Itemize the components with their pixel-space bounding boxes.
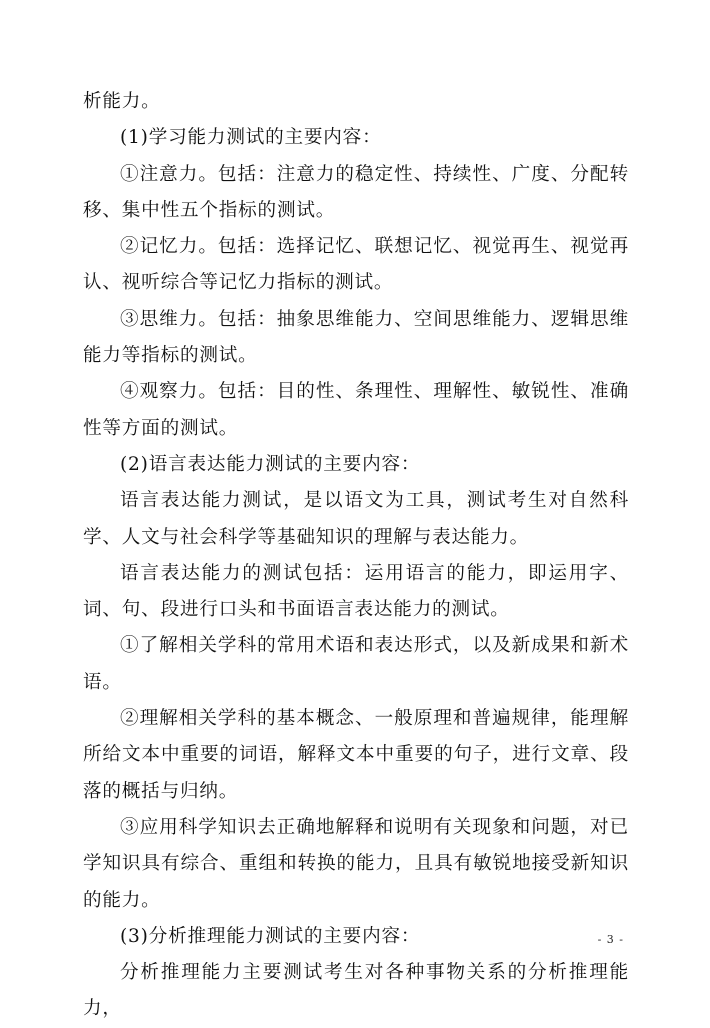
paragraph: ①了解相关学科的常用术语和表达形式，以及新成果和新术语。 [83, 635, 629, 693]
page-body [83, 84, 629, 1028]
paragraph: 分析推理能力主要测试考生对各种事物关系的分析推理能力， [83, 962, 629, 1020]
paragraph: ②理解相关学科的基本概念、一般原理和普遍规律，能理解所给文本中重要的词语，解释文本中重要的句子，进行文章、段落的概括与归纳。 [83, 708, 629, 802]
paragraph: 语言表达能力的测试包括：运用语言的能力，即运用字、词、句、段进行口头和书面语言表达能力的测试。 [83, 562, 629, 621]
section-heading: (2)语言表达能力测试的主要内容： [120, 453, 421, 475]
section-heading: (3)分析推理能力测试的主要内容： [120, 925, 421, 947]
paragraph: ①注意力。包括：注意力的稳定性、持续性、广度、分配转移、集中性五个指标的测试。 [83, 163, 629, 221]
paragraph: ③思维力。包括：抽象思维能力、空间思维能力、逻辑思维能力等指标的测试。 [83, 308, 629, 367]
paragraph: ②记忆力。包括：选择记忆、联想记忆、视觉再生、视觉再认、视听综合等记忆力指标的测试。 [83, 236, 629, 294]
paragraph: ④观察力。包括：目的性、条理性、理解性、敏锐性、准确性等方面的测试。 [83, 381, 629, 439]
paragraph: ③应用科学知识去正确地解释和说明有关现象和问题，对已学知识具有综合、重组和转换的能力，且具有敏锐地接受新知识的能力。 [83, 816, 629, 911]
paragraph: 语言表达能力测试，是以语文为工具，测试考生对自然科学、人文与社会科学等基础知识的理解与表达能力。 [83, 490, 629, 548]
page-number: - 3 - [597, 933, 624, 946]
paragraph: 析能力。 [83, 91, 161, 112]
section-heading: (1)学习能力测试的主要内容： [120, 127, 382, 149]
